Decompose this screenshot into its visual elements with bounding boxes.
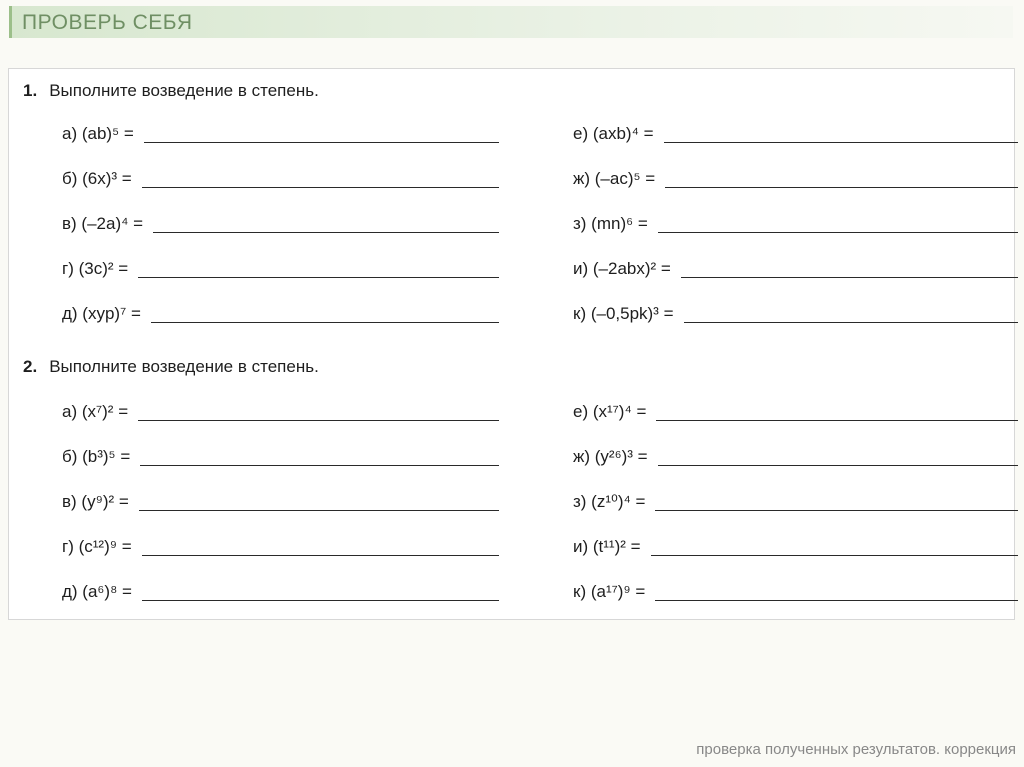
answer-line[interactable] bbox=[656, 420, 1018, 421]
exercise-item bbox=[62, 121, 499, 147]
exercise-expression: к) (a¹⁷)⁹ = bbox=[573, 582, 646, 601]
exercise-expression: з) (mn)⁶ = bbox=[573, 214, 648, 233]
answer-line[interactable] bbox=[140, 465, 499, 466]
exercise-item bbox=[62, 489, 499, 515]
exercise-item bbox=[573, 166, 1018, 192]
section-number: 2. bbox=[23, 357, 38, 376]
answer-line[interactable] bbox=[153, 232, 499, 233]
exercise-expression: г) (c¹²)⁹ = bbox=[62, 537, 132, 556]
exercise-item bbox=[62, 256, 499, 282]
exercise-item bbox=[62, 166, 499, 192]
exercise-expression: з) (z¹⁰)⁴ = bbox=[573, 492, 646, 511]
exercise-expression: и) (–2abx)² = bbox=[573, 259, 671, 278]
section-number: 1. bbox=[23, 81, 38, 100]
exercise-expression: ж) (y²⁶)³ = bbox=[573, 447, 648, 466]
answer-line[interactable] bbox=[151, 322, 499, 323]
exercise-expression: а) (ab)⁵ = bbox=[62, 124, 134, 143]
slide-title-bar bbox=[9, 6, 1013, 38]
exercise-item bbox=[573, 399, 1018, 425]
answer-line[interactable] bbox=[138, 277, 499, 278]
answer-line[interactable] bbox=[142, 555, 499, 556]
slide-title: ПРОВЕРЬ СЕБЯ bbox=[22, 11, 193, 34]
exercise-expression: к) (–0,5pk)³ = bbox=[573, 304, 674, 323]
answer-line[interactable] bbox=[684, 322, 1019, 323]
answer-line[interactable] bbox=[658, 465, 1018, 466]
exercise-expression: ж) (–ac)⁵ = bbox=[573, 169, 656, 188]
exercise-item bbox=[573, 256, 1018, 282]
section-heading-text: Выполните возведение в степень. bbox=[49, 81, 319, 100]
answer-line[interactable] bbox=[665, 187, 1018, 188]
answer-line[interactable] bbox=[142, 600, 499, 601]
exercise-expression: е) (axb)⁴ = bbox=[573, 124, 654, 143]
exercise-expression: г) (3c)² = bbox=[62, 259, 129, 278]
answer-line[interactable] bbox=[651, 555, 1018, 556]
exercise-expression: б) (b³)⁵ = bbox=[62, 447, 131, 466]
answer-line[interactable] bbox=[655, 510, 1018, 511]
exercise-item bbox=[573, 121, 1018, 147]
exercise-item bbox=[62, 444, 499, 470]
exercise-item bbox=[573, 211, 1018, 237]
exercise-item bbox=[62, 534, 499, 560]
answer-line[interactable] bbox=[655, 600, 1018, 601]
exercise-expression: и) (t¹¹)² = bbox=[573, 537, 641, 556]
exercise-item bbox=[62, 399, 499, 425]
exercise-expression: в) (y⁹)² = bbox=[62, 492, 129, 511]
answer-line[interactable] bbox=[144, 142, 499, 143]
section-2-heading bbox=[23, 357, 319, 377]
exercise-item bbox=[573, 489, 1018, 515]
exercise-item bbox=[573, 301, 1018, 327]
exercise-expression: д) (xyp)⁷ = bbox=[62, 304, 141, 323]
exercise-expression: а) (x⁷)² = bbox=[62, 402, 129, 421]
answer-line[interactable] bbox=[142, 187, 499, 188]
exercise-expression: в) (–2a)⁴ = bbox=[62, 214, 144, 233]
exercise-item bbox=[573, 579, 1018, 605]
exercise-item bbox=[573, 444, 1018, 470]
worksheet bbox=[8, 68, 1015, 620]
exercise-item bbox=[62, 301, 499, 327]
answer-line[interactable] bbox=[664, 142, 1018, 143]
section-heading-text: Выполните возведение в степень. bbox=[49, 357, 319, 376]
exercise-item bbox=[573, 534, 1018, 560]
exercise-expression: б) (6x)³ = bbox=[62, 169, 132, 188]
answer-line[interactable] bbox=[139, 510, 499, 511]
answer-line[interactable] bbox=[138, 420, 499, 421]
exercise-item bbox=[62, 211, 499, 237]
exercise-item bbox=[62, 579, 499, 605]
answer-line[interactable] bbox=[658, 232, 1018, 233]
answer-line[interactable] bbox=[681, 277, 1018, 278]
footer-caption: проверка полученных результатов. коррекция bbox=[696, 741, 1016, 758]
section-1-heading bbox=[23, 81, 319, 101]
exercise-expression: д) (a⁶)⁸ = bbox=[62, 582, 132, 601]
exercise-expression: е) (x¹⁷)⁴ = bbox=[573, 402, 647, 421]
